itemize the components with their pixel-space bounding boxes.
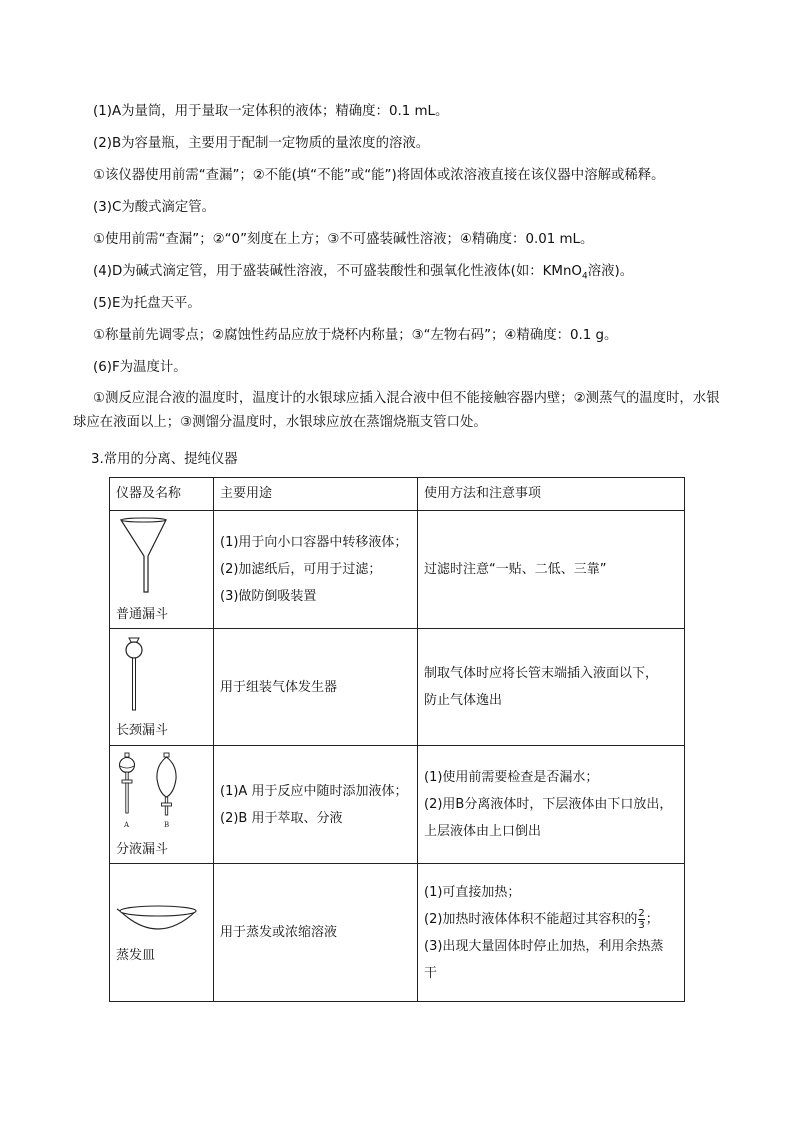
table-header-row <box>110 478 685 511</box>
paragraph-graduated-cylinder: (1)A为量筒，用于量取一定体积的液体；精确度：0.1 mL。 <box>93 104 449 119</box>
paragraph-volumetric-flask: (2)B为容量瓶，主要用于配制一定物质的量浓度的溶液。 <box>93 136 430 151</box>
instrument-cell <box>110 864 214 1002</box>
separatory-funnel-icon <box>116 751 188 831</box>
notes-cell <box>418 864 685 1002</box>
subscript-4: 4 <box>581 271 588 282</box>
use-cell <box>214 746 418 864</box>
paragraph-acid-burette-notes: ①使用前需“查漏”；②“0”刻度在上方；③不可盛装碱性溶液；④精确度：0.01 mL。 <box>93 232 594 247</box>
paragraph-balance: (5)E为托盘天平。 <box>93 296 201 311</box>
header-instrument: 仪器及名称 <box>110 478 214 511</box>
paragraph-base-burette-text: (4)D为碱式滴定管，用于盛装碱性溶液，不可盛装酸性和强氧化性液体(如：KMnO <box>93 264 582 279</box>
instrument-cell <box>110 511 214 629</box>
label-b: B <box>164 820 170 829</box>
notes-line: 干 <box>424 965 438 981</box>
notes-cell <box>418 746 685 864</box>
notes-cell <box>418 629 685 746</box>
table-row <box>110 864 685 1002</box>
instrument-name: 分液漏斗 <box>116 841 169 857</box>
fraction-two-thirds <box>638 908 644 931</box>
paragraph-balance-notes: ①称量前先调零点；②腐蚀性药品应放于烧杯内称量；③“左物右码”；④精确度：0.1 g。 <box>93 328 618 343</box>
use-line: 用于组装气体发生器 <box>220 679 338 695</box>
notes-line <box>424 906 678 933</box>
evaporating-dish-icon <box>116 901 200 937</box>
notes-line: (1)使用前需要检查是否漏水； <box>424 770 599 785</box>
paragraph-base-burette <box>93 262 633 287</box>
paragraph-thermometer: (6)F为温度计。 <box>93 360 187 375</box>
notes-line: (2)用B分离液体时，下层液体由下口放出， <box>424 797 673 812</box>
use-line: (1)A 用于反应中随时添加液体； <box>220 783 408 799</box>
instrument-name: 蒸发皿 <box>116 947 156 963</box>
use-cell <box>214 511 418 629</box>
table-row <box>110 511 685 629</box>
notes-line: (1)可直接加热； <box>424 884 521 900</box>
header-notes: 使用方法和注意事项 <box>418 478 685 511</box>
label-a: A <box>124 820 130 829</box>
use-line: 用于蒸发或浓缩溶液 <box>220 925 338 940</box>
instrument-cell <box>110 746 214 864</box>
notes-line: 制取气体时应将长管末端插入液面以下， <box>424 666 659 681</box>
table-row <box>110 746 685 864</box>
notes-line: 防止气体逸出 <box>424 693 503 708</box>
header-use: 主要用途 <box>214 478 418 511</box>
fraction-numerator: 2 <box>638 907 645 919</box>
use-cell <box>214 629 418 746</box>
instrument-cell <box>110 629 214 746</box>
notes-line: (3)出现大量固体时停止加热，利用余热蒸 <box>424 938 664 954</box>
use-line: (2)加滤纸后，可用于过滤； <box>220 562 382 577</box>
use-line: (1)用于向小口容器中转移液体； <box>220 535 408 550</box>
notes-line: 过滤时注意“一贴、二低、三靠” <box>424 562 607 577</box>
paragraph-base-burette-end: 溶液)。 <box>587 264 634 279</box>
use-line: (3)做防倒吸装置 <box>220 589 317 604</box>
use-cell <box>214 864 418 1002</box>
section-title: 3.常用的分离、提纯仪器 <box>91 452 238 467</box>
notes-line-end: ； <box>645 911 659 927</box>
paragraph-volumetric-flask-notes: ①该仪器使用前需“查漏”；②不能(填“不能”或“能”)将固体或浓溶液直接在该仪器中溶解或稀释。 <box>93 168 665 183</box>
funnel-icon <box>116 516 176 596</box>
table-row <box>110 629 685 746</box>
paragraph-thermometer-notes: ①测反应混合液的温度时，温度计的水银球应插入混合液中但不能接触容器内壁；②测蒸气的温度时，水银球应在液面以上；③测馏分温度时，水银球应放在蒸馏烧瓶支管口处。 <box>73 391 720 430</box>
instrument-name: 普通漏斗 <box>116 606 169 622</box>
long-neck-funnel-icon <box>116 634 156 712</box>
separation-instruments-table <box>109 477 685 1002</box>
fraction-denominator: 3 <box>638 919 645 931</box>
notes-line: 上层液体由上口倒出 <box>424 824 542 839</box>
use-line: (2)B 用于萃取、分液 <box>220 810 343 826</box>
notes-line-text: (2)加热时液体体积不能超过其容积的 <box>424 911 638 927</box>
notes-cell <box>418 511 685 629</box>
paragraph-acid-burette: (3)C为酸式滴定管。 <box>93 200 216 215</box>
instrument-name: 长颈漏斗 <box>116 723 169 738</box>
